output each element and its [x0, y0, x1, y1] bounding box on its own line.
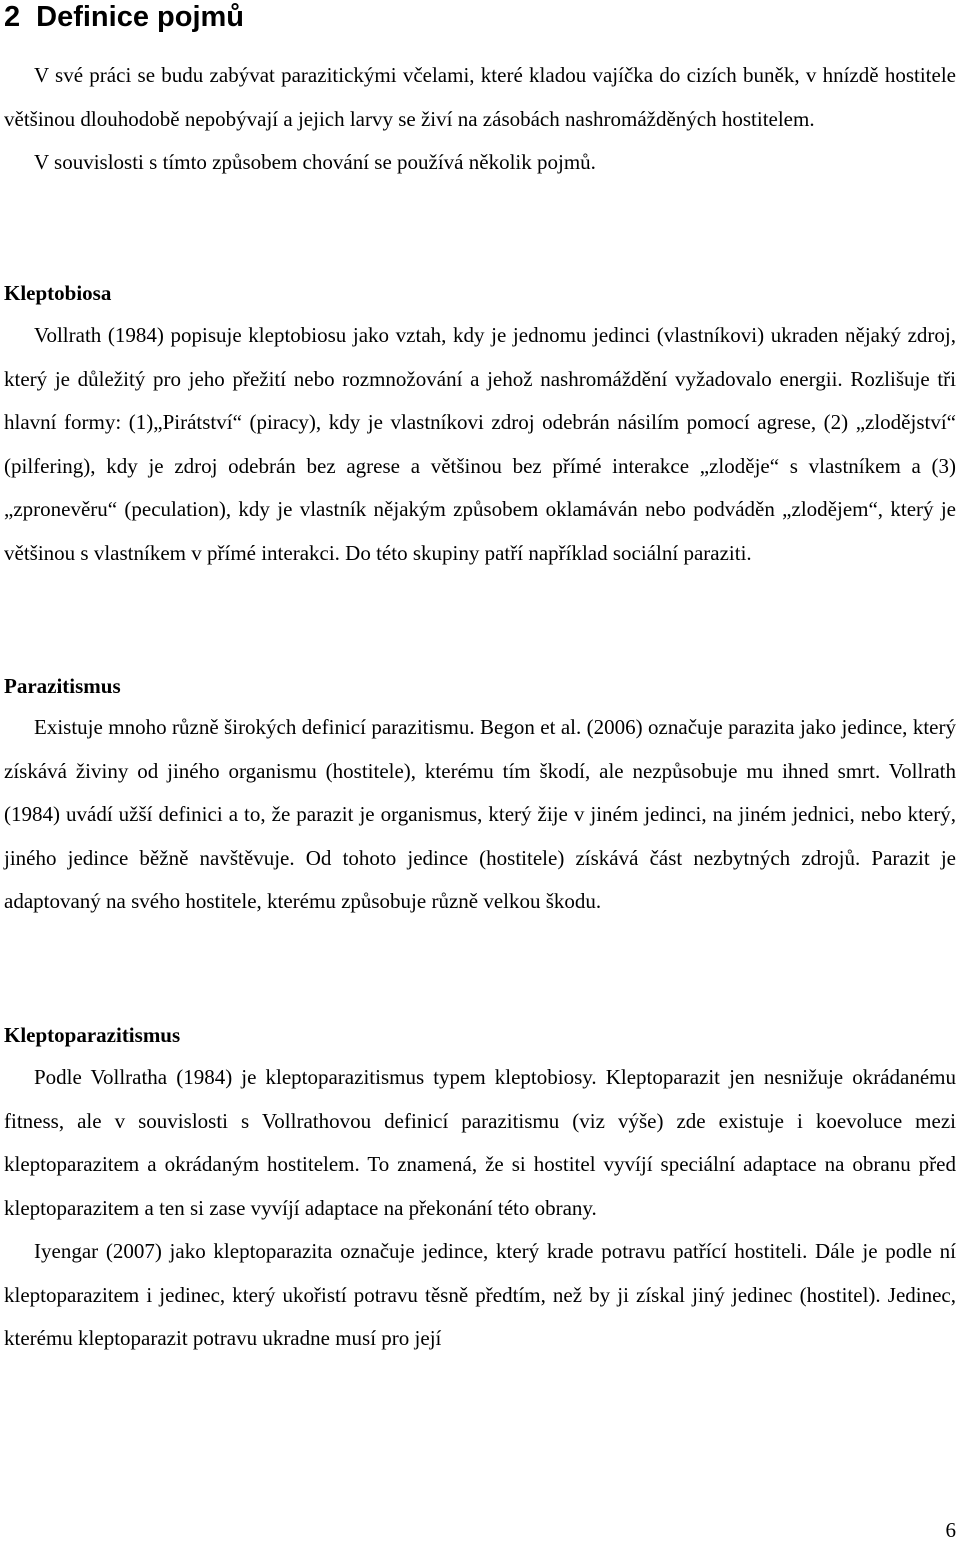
- section-paragraph: Iyengar (2007) jako kleptoparazita označuje jedince, který krade potravu patřící hostiteli. Dále je podle ní kleptoparazitem i jedinec, který ukořistí potravu těsně předtím, než by ji získal jiný jedinec (hostitel). Jedinec, kterému kleptoparazit potravu ukradne musí pro její: [4, 1239, 956, 1350]
- intro-paragraph: V své práci se budu zabývat parazitickými včelami, které kladou vajíčka do cizích buněk, v hnízdě hostitele většinou dlouhodobě nepobývají a jejich larvy se živí na zásobách nashromážděných hostitelem.: [4, 63, 956, 131]
- chapter-title: Definice pojmů: [36, 1, 244, 33]
- chapter-heading: [4, 0, 244, 34]
- section-body-kleptoparazitismus: [4, 1056, 956, 1361]
- section-body-parazitismus: [4, 706, 956, 924]
- section-title-parazitismus: Parazitismus: [4, 674, 121, 698]
- page-number: 6: [945, 1518, 956, 1542]
- section-paragraph: Existuje mnoho různě širokých definicí parazitismu. Begon et al. (2006) označuje parazita jako jedince, který získává živiny od jiného organismu (hostitele), kterému tím škodí, ale nezpůsobuje mu ihned smrt. Vollrath (1984) uvádí užší definici a to, že parazit je organismus, který žije v jiném jedinci, na jiném jednici, nebo který, jiného jedince běžně navštěvuje. Od tohoto jedince (hostitele) získává část nezbytných zdrojů. Parazit je adaptovaný na svého hostitele, kterému způsobuje různě velkou škodu.: [4, 715, 956, 913]
- section-paragraph: Vollrath (1984) popisuje kleptobiosu jako vztah, kdy je jednomu jedinci (vlastníkovi) ukraden nějaký zdroj, který je důležitý pro jeho přežití nebo rozmnožování a jehož nashromáždění vyžadovalo energii. Rozlišuje tři hlavní formy: (1)„Pirátství“ (piracy), kdy je vlastníkovi zdroj odebrán násilím pomocí agrese, (2) „zlodějství“ (pilfering), kdy je zdroj odebrán bez agrese a většinou bez přímé interakce „zloděje“ s vlastníkem a (3) „zpronevěru“ (peculation), kdy je vlastník nějakým způsobem oklamáván nebo podváděn „zlodějem“, který je většinou s vlastníkem v přímé interakci. Do této skupiny patří například sociální paraziti.: [4, 323, 956, 565]
- section-body-kleptobiosa: [4, 314, 956, 575]
- chapter-number: 2: [4, 1, 21, 33]
- intro-paragraph: V souvislosti s tímto způsobem chování se používá několik pojmů.: [34, 150, 596, 174]
- intro-block: [4, 54, 956, 185]
- section-title-kleptobiosa: Kleptobiosa: [4, 281, 112, 305]
- section-title-kleptoparazitismus: Kleptoparazitismus: [4, 1023, 181, 1047]
- section-paragraph: Podle Vollratha (1984) je kleptoparazitismus typem kleptobiosy. Kleptoparazit jen nesnižuje okrádanému fitness, ale v souvislosti s Vollrathovou definicí parazitismu (viz výše) zde existuje i koevoluce mezi kleptoparazitem a okrádaným hostitelem. To znamená, že si hostitel vyvíjí speciální adaptace na obranu před kleptoparazitem a ten si zase vyvíjí adaptace na překonání této obrany.: [4, 1065, 956, 1220]
